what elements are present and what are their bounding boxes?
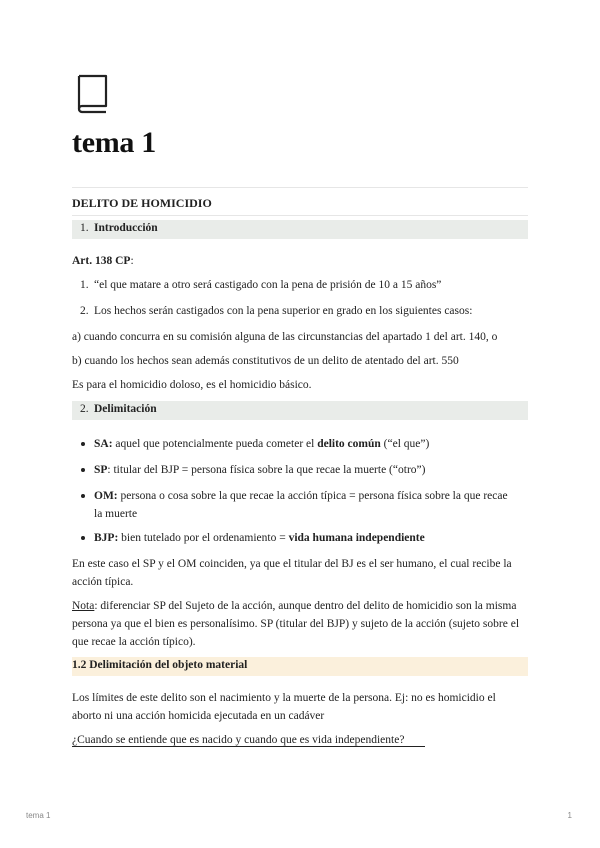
paragraph: En este caso el SP y el OM coinciden, ya que el titular del BJ es el ser humano, el cual recibe la acción típica. bbox=[72, 558, 512, 588]
section-number: 1. bbox=[80, 222, 89, 234]
section-number: 2. bbox=[80, 403, 89, 415]
note-label: Nota bbox=[72, 600, 95, 612]
section-delimitacion bbox=[72, 401, 528, 420]
paragraph: Los límites de este delito son el nacimiento y la muerte de la persona. Ej: no es homicidio el aborto ni una acción homicida ejecutada en un cadáver bbox=[72, 692, 496, 722]
section-label: 1.2 Delimitación del objeto material bbox=[72, 659, 248, 671]
section-introduccion bbox=[72, 220, 528, 239]
divider bbox=[72, 187, 528, 188]
page-title: tema 1 bbox=[72, 126, 156, 159]
section-label: Delimitación bbox=[94, 403, 157, 415]
article-ref-label: Art. 138 CP bbox=[72, 255, 131, 267]
bullet-icon bbox=[81, 494, 85, 498]
footer-page-number: 1 bbox=[567, 811, 572, 820]
note-paragraph: Nota: diferenciar SP del Sujeto de la acción, aunque dentro del delito de homicidio son la misma persona ya que el bien es personalísimo. SP (titular del BJP) y sujeto de la acción (sujeto sobre el que recae la acción típico). bbox=[72, 600, 520, 648]
footer-doc-title: tema 1 bbox=[26, 811, 51, 820]
article-ref: Art. 138 CP: bbox=[72, 255, 134, 267]
bullet-icon bbox=[81, 536, 85, 540]
paragraph: Es para el homicidio doloso, es el homicidio básico. bbox=[72, 379, 312, 391]
divider bbox=[72, 215, 528, 216]
question-underline bbox=[72, 746, 425, 747]
question-link[interactable]: ¿Cuando se entiende que es nacido y cuando que es vida independiente? bbox=[72, 734, 405, 746]
subsection-objeto-material bbox=[72, 657, 528, 676]
section-heading: DELITO DE HOMICIDIO bbox=[72, 196, 212, 210]
bullet-icon bbox=[81, 468, 85, 472]
paragraph: b) cuando los hechos sean además constitutivos de un delito de atentado del art. 550 bbox=[72, 355, 459, 367]
paragraph: a) cuando concurra en su comisión alguna de las circunstancias del apartado 1 del art. 140, o bbox=[72, 331, 498, 343]
book-icon bbox=[72, 72, 112, 116]
bullet-icon bbox=[81, 442, 85, 446]
section-label: Introducción bbox=[94, 222, 158, 234]
